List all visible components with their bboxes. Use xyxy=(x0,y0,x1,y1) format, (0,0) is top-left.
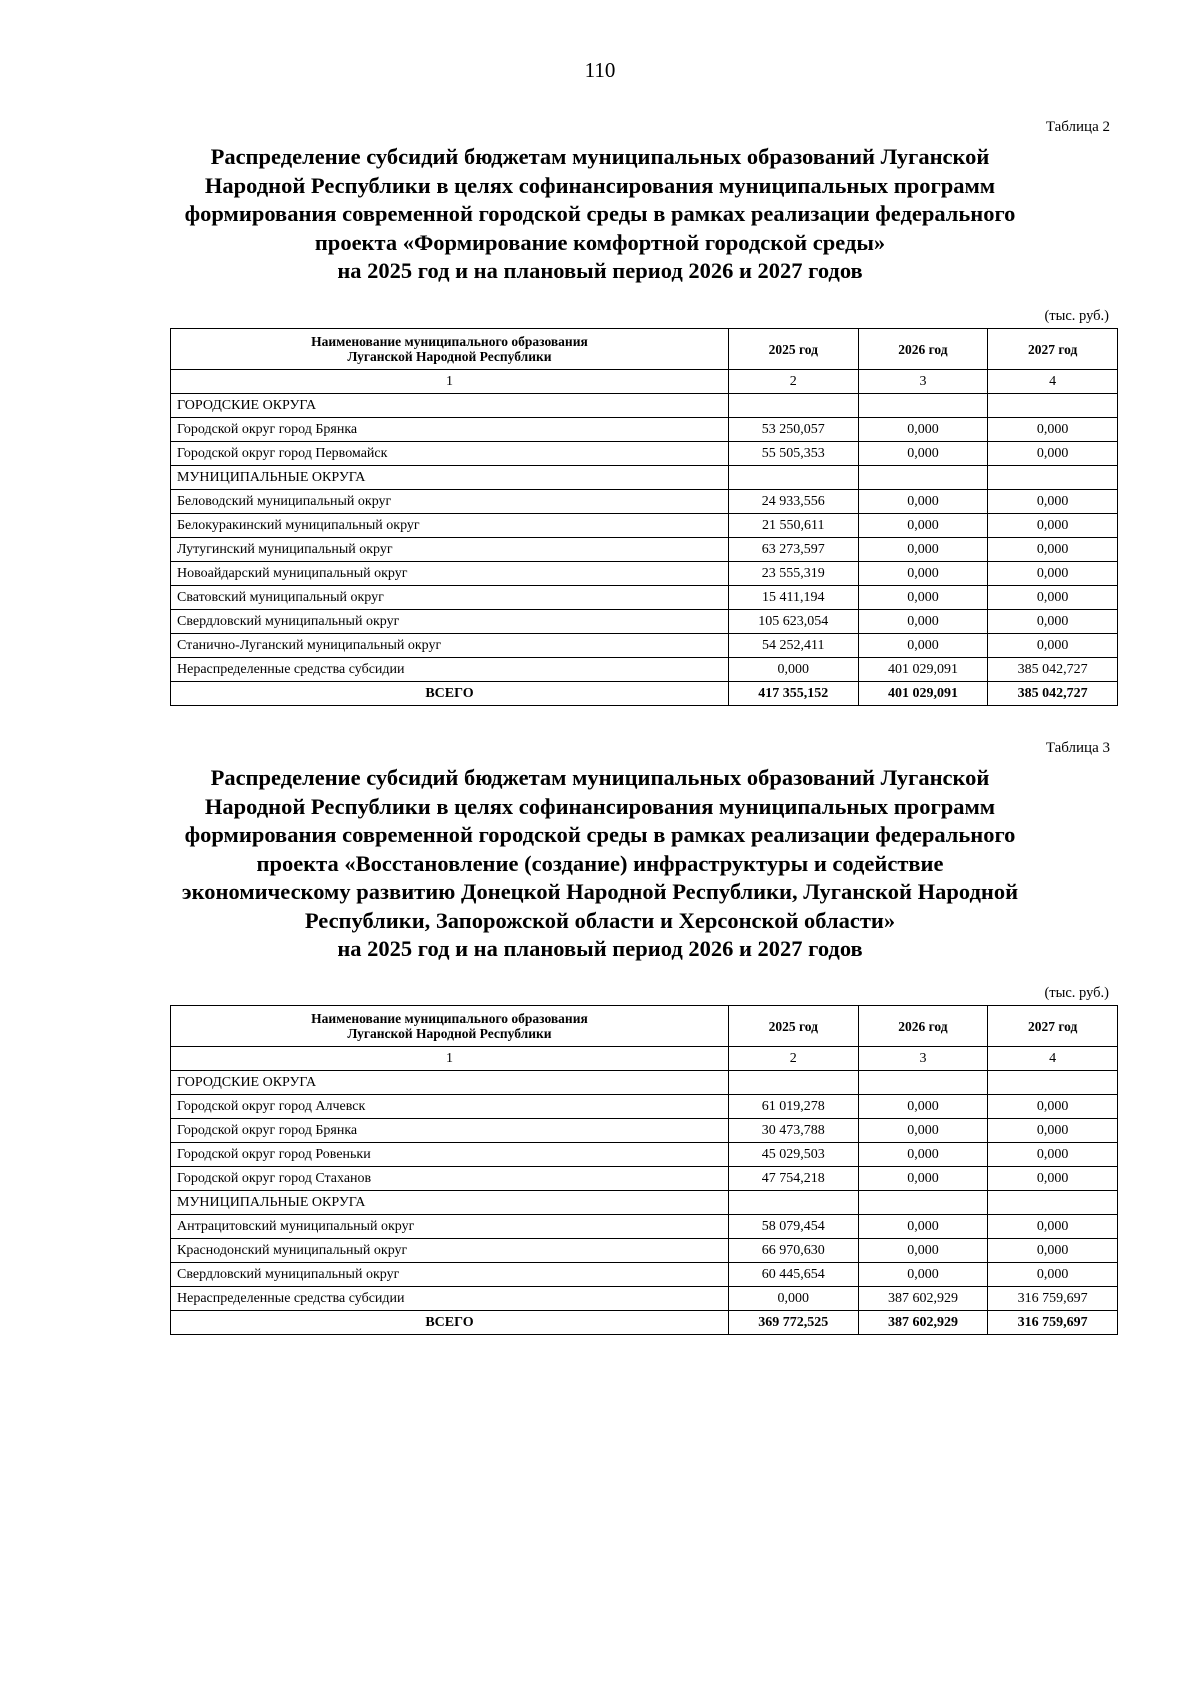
column-number: 4 xyxy=(988,1047,1118,1071)
table-row xyxy=(171,634,1118,658)
title-line: Народной Республики в целях софинансирования муниципальных программ xyxy=(204,793,996,819)
column-number-row xyxy=(171,370,1118,394)
column-number: 1 xyxy=(171,1047,729,1071)
cell-v2025: 58 079,454 xyxy=(728,1215,858,1239)
cell-v2027: 0,000 xyxy=(988,634,1118,658)
title-line: проекта «Восстановление (создание) инфраструктуры и содействие xyxy=(256,850,944,876)
cell-v2027: 0,000 xyxy=(988,1215,1118,1239)
cell-v2026: 0,000 xyxy=(858,418,988,442)
table-row xyxy=(171,514,1118,538)
column-number: 2 xyxy=(728,1047,858,1071)
title-line: формирования современной городской среды в рамках реализации федерального xyxy=(184,201,1016,226)
header-name-line: Наименование муниципального образования xyxy=(311,1011,588,1026)
table-row xyxy=(171,1143,1118,1167)
header-name-line: Луганской Народной Республики xyxy=(347,1026,552,1041)
row-name: ВСЕГО xyxy=(171,1311,729,1335)
row-name: Городской округ город Алчевск xyxy=(171,1095,729,1119)
cell-v2025: 417 355,152 xyxy=(728,682,858,706)
header-y2026: 2026 год xyxy=(858,329,988,370)
cell-v2026: 0,000 xyxy=(858,586,988,610)
row-name: Городской округ город Ровеньки xyxy=(171,1143,729,1167)
cell-v2027: 0,000 xyxy=(988,418,1118,442)
title-line: проекта «Формирование комфортной городской среды» xyxy=(314,229,886,255)
header-y2026: 2026 год xyxy=(858,1006,988,1047)
cell-v2025: 0,000 xyxy=(728,658,858,682)
cell-v2026: 0,000 xyxy=(858,1119,988,1143)
cell-v2027: 316 759,697 xyxy=(988,1311,1118,1335)
cell-v2027: 0,000 xyxy=(988,514,1118,538)
table-row xyxy=(171,1287,1118,1311)
section-row xyxy=(171,394,1118,418)
table-row xyxy=(171,586,1118,610)
cell-v2027: 0,000 xyxy=(988,1095,1118,1119)
table-row xyxy=(171,658,1118,682)
cell-v2026 xyxy=(858,394,988,418)
cell-v2027 xyxy=(988,1071,1118,1095)
cell-v2027: 0,000 xyxy=(988,1263,1118,1287)
row-name: Нераспределенные средства субсидии xyxy=(171,1287,729,1311)
column-number-row xyxy=(171,1047,1118,1071)
cell-v2025: 47 754,218 xyxy=(728,1167,858,1191)
row-name: Городской округ город Брянка xyxy=(171,418,729,442)
cell-v2025: 105 623,054 xyxy=(728,610,858,634)
title-line: формирования современной городской среды в рамках реализации федерального xyxy=(184,822,1016,847)
cell-v2026: 0,000 xyxy=(858,1095,988,1119)
cell-v2026: 0,000 xyxy=(858,490,988,514)
header-name xyxy=(171,329,729,370)
table-row xyxy=(171,1263,1118,1287)
total-row xyxy=(171,1311,1118,1335)
title-line: Народной Республики в целях софинансирования муниципальных программ xyxy=(204,172,996,198)
cell-v2027 xyxy=(988,394,1118,418)
cell-v2026: 0,000 xyxy=(858,562,988,586)
cell-v2025: 63 273,597 xyxy=(728,538,858,562)
row-name: Антрацитовский муниципальный округ xyxy=(171,1215,729,1239)
cell-v2026: 0,000 xyxy=(858,442,988,466)
section-row xyxy=(171,466,1118,490)
section-row xyxy=(171,1191,1118,1215)
cell-v2027: 0,000 xyxy=(988,1119,1118,1143)
table-3 xyxy=(170,1005,1118,1335)
cell-v2026: 387 602,929 xyxy=(858,1287,988,1311)
cell-v2026: 0,000 xyxy=(858,538,988,562)
cell-v2027: 0,000 xyxy=(988,1143,1118,1167)
cell-v2025: 53 250,057 xyxy=(728,418,858,442)
cell-v2025: 0,000 xyxy=(728,1287,858,1311)
row-name: МУНИЦИПАЛЬНЫЕ ОКРУГА xyxy=(171,1191,729,1215)
row-name: Беловодский муниципальный округ xyxy=(171,490,729,514)
cell-v2027: 0,000 xyxy=(988,538,1118,562)
cell-v2025: 23 555,319 xyxy=(728,562,858,586)
cell-v2026: 0,000 xyxy=(858,1215,988,1239)
cell-v2025 xyxy=(728,1191,858,1215)
cell-v2025: 30 473,788 xyxy=(728,1119,858,1143)
cell-v2025: 15 411,194 xyxy=(728,586,858,610)
cell-v2026: 0,000 xyxy=(858,634,988,658)
cell-v2026: 0,000 xyxy=(858,1239,988,1263)
title-line: Распределение субсидий бюджетам муниципальных образований Луганской xyxy=(210,765,990,790)
header-y2027: 2027 год xyxy=(988,329,1118,370)
cell-v2027 xyxy=(988,1191,1118,1215)
cell-v2026: 401 029,091 xyxy=(858,658,988,682)
cell-v2026 xyxy=(858,1191,988,1215)
cell-v2026 xyxy=(858,1071,988,1095)
column-number: 1 xyxy=(171,370,729,394)
cell-v2026: 0,000 xyxy=(858,610,988,634)
cell-v2025: 54 252,411 xyxy=(728,634,858,658)
table-row xyxy=(171,490,1118,514)
header-row xyxy=(171,1006,1118,1047)
title-line: Распределение субсидий бюджетам муниципальных образований Луганской xyxy=(210,144,990,169)
title-line: на 2025 год и на плановый период 2026 и 2027 годов xyxy=(337,936,863,961)
row-name: Лутугинский муниципальный округ xyxy=(171,538,729,562)
cell-v2027: 0,000 xyxy=(988,490,1118,514)
row-name: Свердловский муниципальный округ xyxy=(171,610,729,634)
cell-v2026: 401 029,091 xyxy=(858,682,988,706)
row-name: Сватовский муниципальный округ xyxy=(171,586,729,610)
cell-v2027: 385 042,727 xyxy=(988,682,1118,706)
row-name: Городской округ город Стаханов xyxy=(171,1167,729,1191)
column-number: 3 xyxy=(858,1047,988,1071)
table-row xyxy=(171,1239,1118,1263)
cell-v2025: 24 933,556 xyxy=(728,490,858,514)
table-3-title xyxy=(150,764,1050,964)
table-2-label: Таблица 2 xyxy=(1045,119,1110,135)
cell-v2025 xyxy=(728,466,858,490)
header-name-line: Наименование муниципального образования xyxy=(311,334,588,349)
header-y2027: 2027 год xyxy=(988,1006,1118,1047)
title-line: экономическому развитию Донецкой Народной Республики, Луганской Народной xyxy=(181,879,1019,904)
cell-v2026: 0,000 xyxy=(858,1167,988,1191)
table-3-label: Таблица 3 xyxy=(1045,740,1110,756)
page-number: 110 xyxy=(584,58,616,82)
cell-v2027: 0,000 xyxy=(988,586,1118,610)
cell-v2025 xyxy=(728,394,858,418)
cell-v2025: 66 970,630 xyxy=(728,1239,858,1263)
cell-v2027: 0,000 xyxy=(988,610,1118,634)
table-row xyxy=(171,1095,1118,1119)
cell-v2025: 60 445,654 xyxy=(728,1263,858,1287)
row-name: Нераспределенные средства субсидии xyxy=(171,658,729,682)
cell-v2025: 55 505,353 xyxy=(728,442,858,466)
table-3-units: (тыс. руб.) xyxy=(1044,985,1109,1001)
cell-v2025: 45 029,503 xyxy=(728,1143,858,1167)
section-row xyxy=(171,1071,1118,1095)
title-line: на 2025 год и на плановый период 2026 и 2027 годов xyxy=(337,258,863,283)
cell-v2027: 0,000 xyxy=(988,442,1118,466)
cell-v2026: 0,000 xyxy=(858,514,988,538)
table-2 xyxy=(170,328,1118,706)
cell-v2026: 387 602,929 xyxy=(858,1311,988,1335)
table-row xyxy=(171,1215,1118,1239)
row-name: Белокуракинский муниципальный округ xyxy=(171,514,729,538)
cell-v2027 xyxy=(988,466,1118,490)
row-name: Городской округ город Брянка xyxy=(171,1119,729,1143)
header-name-line: Луганской Народной Республики xyxy=(347,349,552,364)
table-row xyxy=(171,418,1118,442)
header-name xyxy=(171,1006,729,1047)
cell-v2027: 385 042,727 xyxy=(988,658,1118,682)
row-name: Свердловский муниципальный округ xyxy=(171,1263,729,1287)
header-y2025: 2025 год xyxy=(728,329,858,370)
cell-v2026 xyxy=(858,466,988,490)
table-row xyxy=(171,562,1118,586)
cell-v2027: 0,000 xyxy=(988,1167,1118,1191)
cell-v2025: 61 019,278 xyxy=(728,1095,858,1119)
header-row xyxy=(171,329,1118,370)
row-name: Краснодонский муниципальный округ xyxy=(171,1239,729,1263)
cell-v2027: 0,000 xyxy=(988,1239,1118,1263)
table-row xyxy=(171,538,1118,562)
table-row xyxy=(171,1119,1118,1143)
cell-v2025: 369 772,525 xyxy=(728,1311,858,1335)
row-name: Новоайдарский муниципальный округ xyxy=(171,562,729,586)
cell-v2027: 0,000 xyxy=(988,562,1118,586)
column-number: 3 xyxy=(858,370,988,394)
row-name: Городской округ город Первомайск xyxy=(171,442,729,466)
column-number: 2 xyxy=(728,370,858,394)
row-name: МУНИЦИПАЛЬНЫЕ ОКРУГА xyxy=(171,466,729,490)
header-y2025: 2025 год xyxy=(728,1006,858,1047)
title-line: Республики, Запорожской области и Херсонской области» xyxy=(304,907,896,933)
row-name: Станично-Луганский муниципальный округ xyxy=(171,634,729,658)
table-row xyxy=(171,1167,1118,1191)
table-row xyxy=(171,610,1118,634)
cell-v2025: 21 550,611 xyxy=(728,514,858,538)
row-name: ВСЕГО xyxy=(171,682,729,706)
cell-v2025 xyxy=(728,1071,858,1095)
table-2-units: (тыс. руб.) xyxy=(1044,308,1109,324)
column-number: 4 xyxy=(988,370,1118,394)
table-2-title xyxy=(150,143,1050,286)
row-name: ГОРОДСКИЕ ОКРУГА xyxy=(171,1071,729,1095)
cell-v2027: 316 759,697 xyxy=(988,1287,1118,1311)
cell-v2026: 0,000 xyxy=(858,1263,988,1287)
table-row xyxy=(171,442,1118,466)
cell-v2026: 0,000 xyxy=(858,1143,988,1167)
row-name: ГОРОДСКИЕ ОКРУГА xyxy=(171,394,729,418)
total-row xyxy=(171,682,1118,706)
